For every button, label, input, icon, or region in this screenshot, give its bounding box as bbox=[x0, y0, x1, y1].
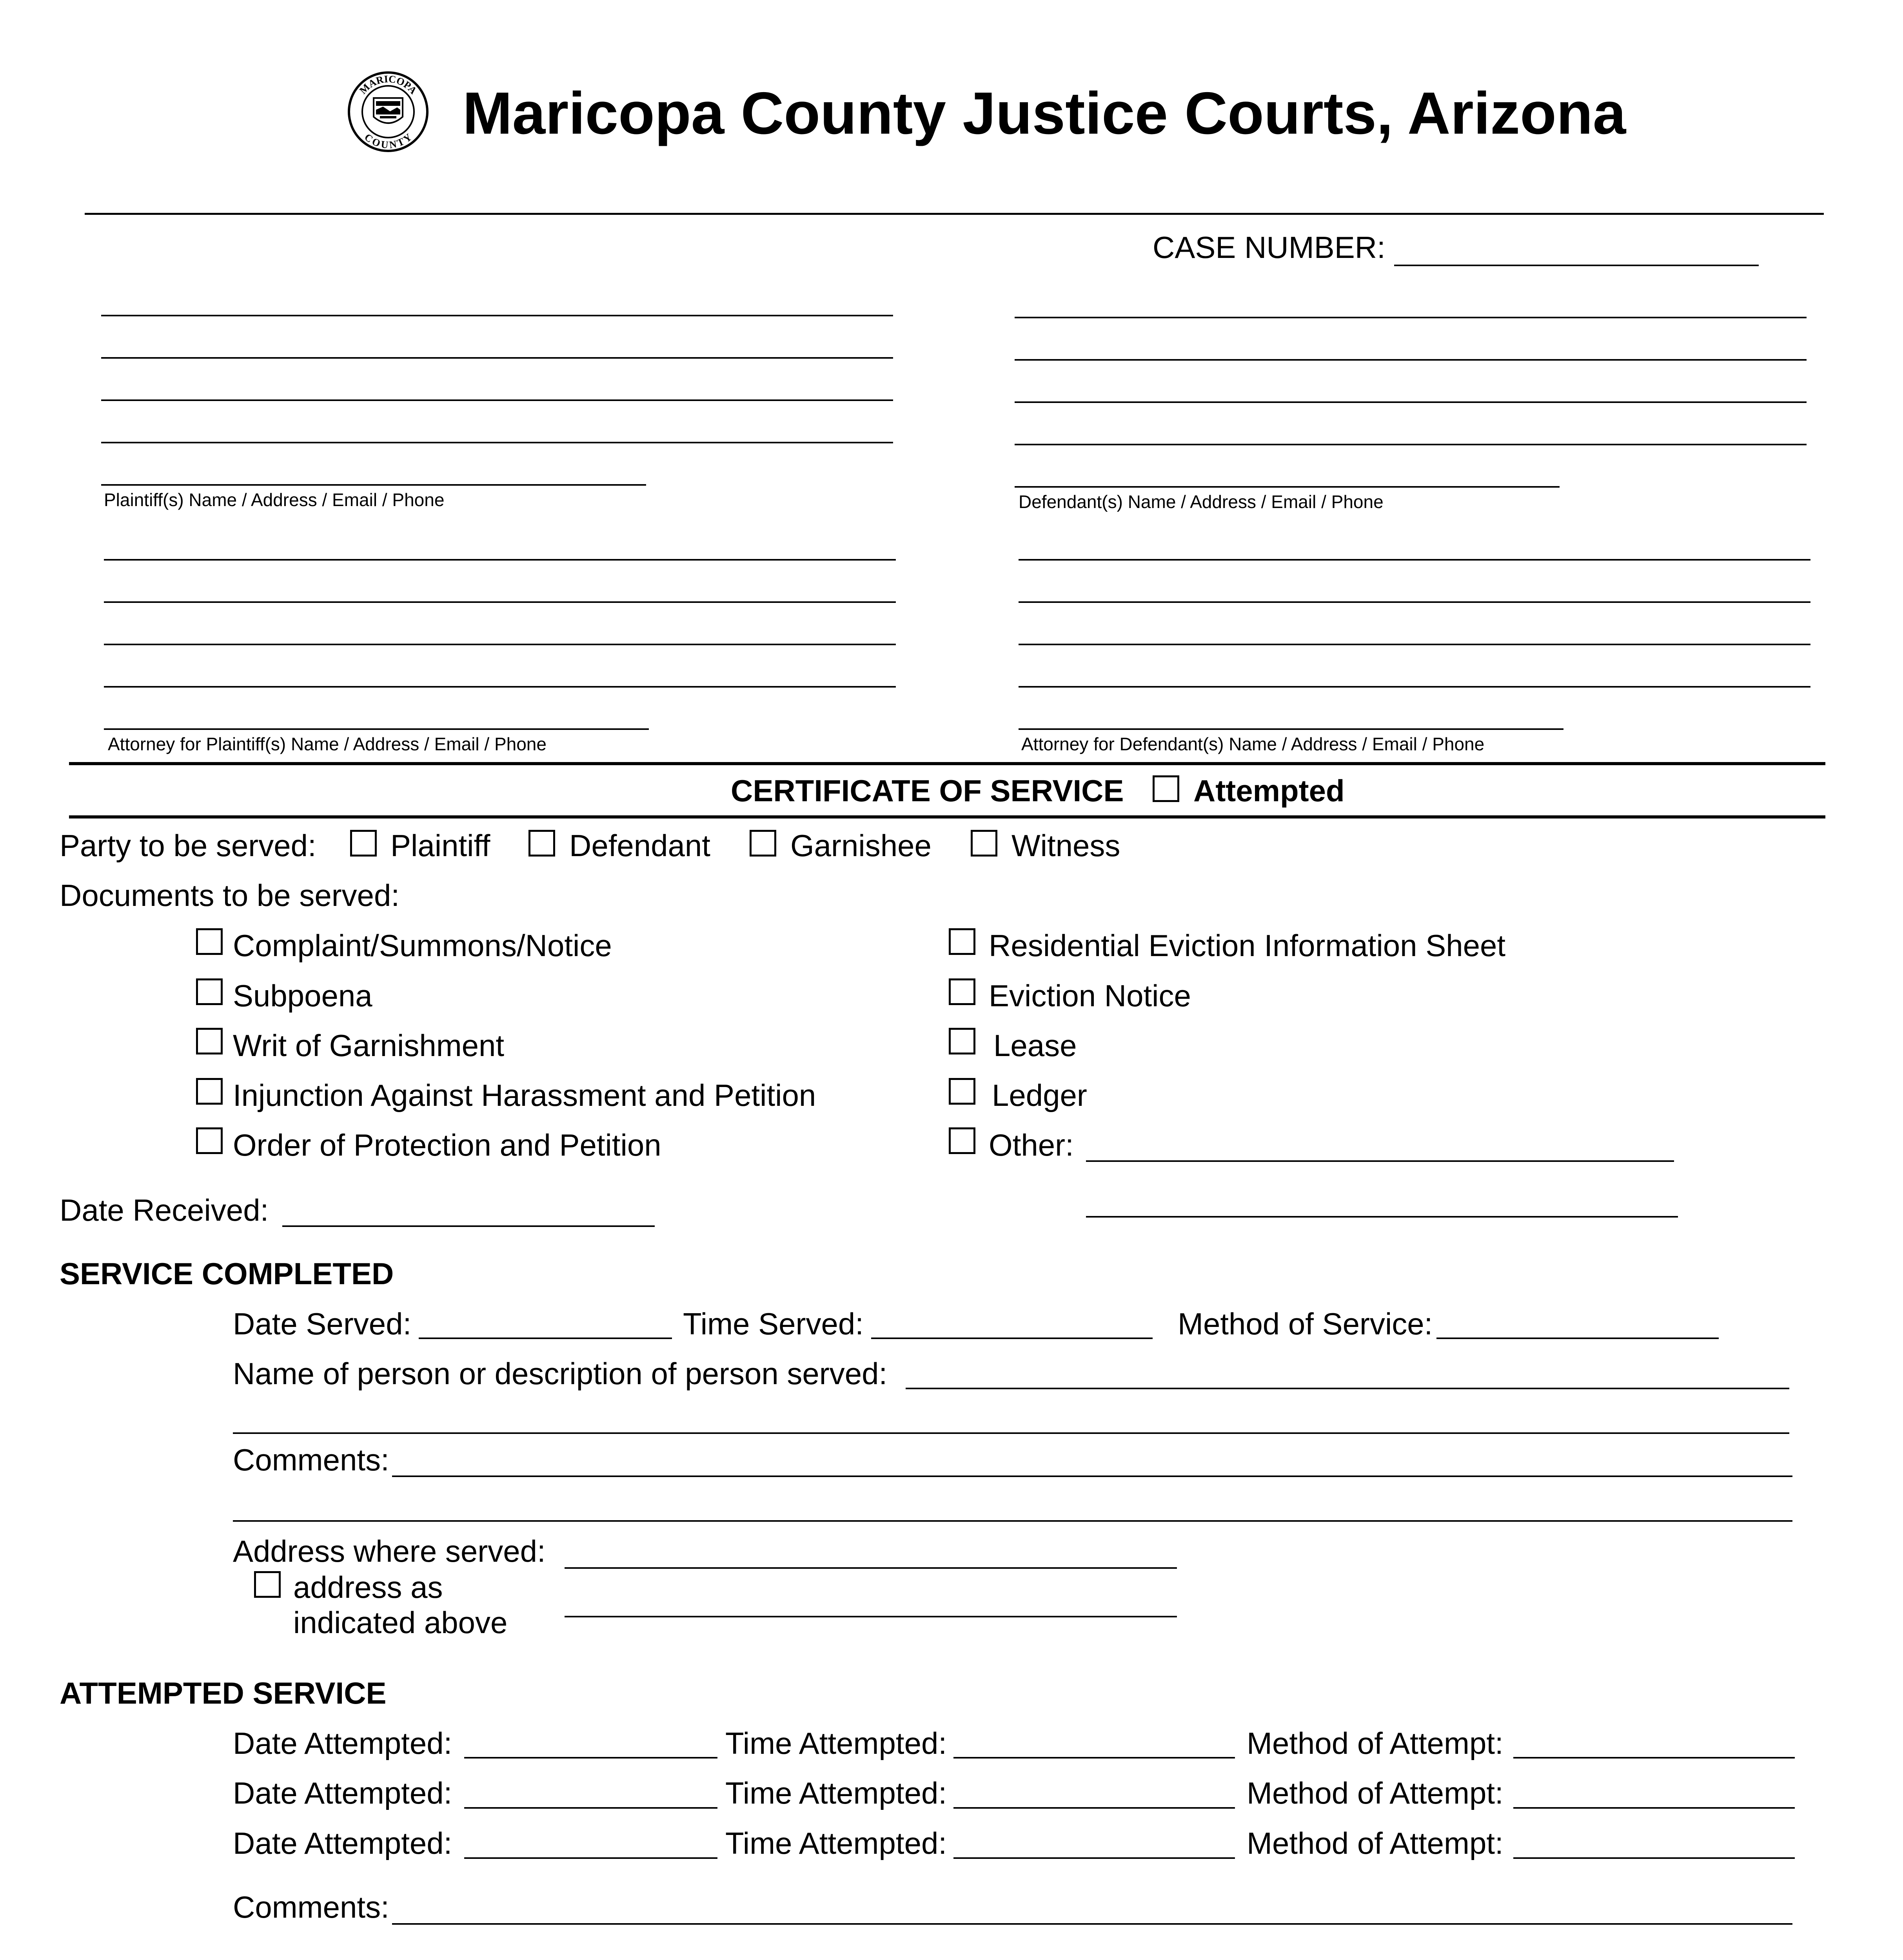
defendant-line-3[interactable] bbox=[1015, 401, 1807, 403]
case-number-field[interactable] bbox=[1394, 265, 1759, 266]
writ-option: Writ of Garnishment bbox=[233, 1028, 505, 1063]
subpoena-option: Subpoena bbox=[233, 978, 372, 1013]
time-attempted-field-3[interactable] bbox=[953, 1857, 1235, 1859]
date-attempted-field-3[interactable] bbox=[464, 1857, 717, 1859]
attorney-plaintiff-caption: Attorney for Plaintiff(s) Name / Address / Email / Phone bbox=[108, 734, 547, 754]
served-address-as-label-1: address as bbox=[293, 1570, 443, 1604]
other-field-line-2[interactable] bbox=[1086, 1216, 1678, 1218]
atty-plaintiff-line-4[interactable] bbox=[104, 686, 896, 688]
page-title: Maricopa County Justice Courts, Arizona bbox=[463, 80, 1626, 147]
attempted-checkbox[interactable] bbox=[1153, 775, 1179, 802]
header-divider bbox=[85, 213, 1824, 215]
date-served-field[interactable] bbox=[419, 1338, 672, 1339]
service-comments-field-1[interactable] bbox=[392, 1475, 1792, 1477]
atty-plaintiff-line-1[interactable] bbox=[104, 559, 896, 561]
date-attempted-field-1[interactable] bbox=[464, 1757, 717, 1759]
subpoena-checkbox[interactable] bbox=[196, 978, 223, 1005]
plaintiff-line-5[interactable] bbox=[101, 484, 646, 486]
address-served-label: Address where served: bbox=[233, 1534, 546, 1568]
atty-plaintiff-line-2[interactable] bbox=[104, 601, 896, 603]
plaintiff-line-4[interactable] bbox=[101, 442, 893, 443]
date-served-label: Date Served: bbox=[233, 1307, 412, 1341]
time-attempted-label-3: Time Attempted: bbox=[725, 1826, 947, 1860]
injunction-checkbox[interactable] bbox=[196, 1078, 223, 1105]
attempt-comments-field-1[interactable] bbox=[392, 1923, 1792, 1925]
svg-text:MARICOPA bbox=[357, 73, 419, 96]
date-attempted-label-2: Date Attempted: bbox=[233, 1776, 452, 1810]
svg-text:COUNTY bbox=[362, 131, 414, 151]
attempted-service-heading: ATTEMPTED SERVICE bbox=[60, 1676, 387, 1710]
county-seal-logo bbox=[347, 71, 429, 153]
method-service-label: Method of Service: bbox=[1178, 1307, 1433, 1341]
plaintiff-checkbox[interactable] bbox=[350, 830, 377, 857]
other-option: Other: bbox=[989, 1128, 1074, 1162]
atty-defendant-line-3[interactable] bbox=[1019, 644, 1810, 645]
defendant-option: Defendant bbox=[569, 828, 710, 863]
certificate-top-rule bbox=[69, 762, 1825, 765]
service-comments-label: Comments: bbox=[233, 1443, 389, 1477]
eviction-notice-option: Eviction Notice bbox=[989, 978, 1191, 1013]
method-service-field[interactable] bbox=[1436, 1338, 1719, 1339]
other-field-line-1[interactable] bbox=[1086, 1160, 1674, 1162]
method-attempt-label-1: Method of Attempt: bbox=[1247, 1726, 1504, 1760]
person-served-field-1[interactable] bbox=[906, 1388, 1789, 1389]
time-attempted-field-2[interactable] bbox=[953, 1807, 1235, 1809]
date-attempted-label-3: Date Attempted: bbox=[233, 1826, 452, 1860]
plaintiff-line-3[interactable] bbox=[101, 399, 893, 401]
atty-defendant-line-1[interactable] bbox=[1019, 559, 1810, 561]
writ-checkbox[interactable] bbox=[196, 1028, 223, 1054]
plaintiff-caption: Plaintiff(s) Name / Address / Email / Phone bbox=[104, 490, 445, 510]
documents-label: Documents to be served: bbox=[60, 878, 400, 913]
plaintiff-line-2[interactable] bbox=[101, 357, 893, 359]
defendant-caption: Defendant(s) Name / Address / Email / Phone bbox=[1019, 492, 1384, 512]
ledger-option: Ledger bbox=[992, 1078, 1087, 1112]
atty-defendant-line-4[interactable] bbox=[1019, 686, 1810, 688]
time-served-label: Time Served: bbox=[683, 1307, 864, 1341]
attempt-comments-label: Comments: bbox=[233, 1890, 389, 1924]
ledger-checkbox[interactable] bbox=[949, 1078, 975, 1105]
atty-defendant-line-5[interactable] bbox=[1019, 728, 1563, 730]
defendant-line-1[interactable] bbox=[1015, 317, 1807, 318]
case-number-label: CASE NUMBER: bbox=[1153, 230, 1385, 265]
address-served-field-2[interactable] bbox=[565, 1616, 1177, 1617]
person-served-label: Name of person or description of person served: bbox=[233, 1356, 888, 1391]
lease-checkbox[interactable] bbox=[949, 1028, 975, 1054]
defendant-checkbox[interactable] bbox=[528, 830, 555, 857]
served-address-as-above-checkbox[interactable] bbox=[254, 1571, 281, 1598]
complaint-option: Complaint/Summons/Notice bbox=[233, 928, 612, 963]
method-attempt-field-3[interactable] bbox=[1513, 1857, 1795, 1859]
order-protection-checkbox[interactable] bbox=[196, 1127, 223, 1154]
time-attempted-label-1: Time Attempted: bbox=[725, 1726, 947, 1760]
address-served-field-1[interactable] bbox=[565, 1567, 1177, 1569]
eviction-info-checkbox[interactable] bbox=[949, 928, 975, 955]
order-protection-option: Order of Protection and Petition bbox=[233, 1128, 661, 1162]
plaintiff-option: Plaintiff bbox=[390, 828, 490, 863]
atty-defendant-line-2[interactable] bbox=[1019, 601, 1810, 603]
eviction-info-option: Residential Eviction Information Sheet bbox=[989, 928, 1506, 963]
service-comments-field-2[interactable] bbox=[233, 1520, 1792, 1522]
complaint-checkbox[interactable] bbox=[196, 928, 223, 955]
person-served-field-2[interactable] bbox=[233, 1432, 1789, 1434]
lease-option: Lease bbox=[993, 1028, 1077, 1063]
eviction-notice-checkbox[interactable] bbox=[949, 978, 975, 1005]
witness-checkbox[interactable] bbox=[971, 830, 997, 857]
defendant-line-5[interactable] bbox=[1015, 486, 1560, 488]
atty-plaintiff-line-3[interactable] bbox=[104, 644, 896, 645]
method-attempt-field-2[interactable] bbox=[1513, 1807, 1795, 1809]
method-attempt-field-1[interactable] bbox=[1513, 1757, 1795, 1759]
atty-plaintiff-line-5[interactable] bbox=[104, 728, 649, 730]
certificate-heading: CERTIFICATE OF SERVICE bbox=[731, 773, 1124, 808]
attempted-label: Attempted bbox=[1193, 773, 1345, 808]
service-completed-heading: SERVICE COMPLETED bbox=[60, 1256, 394, 1291]
defendant-line-2[interactable] bbox=[1015, 359, 1807, 361]
date-attempted-field-2[interactable] bbox=[464, 1807, 717, 1809]
served-address-as-label-2: indicated above bbox=[293, 1605, 508, 1640]
garnishee-option: Garnishee bbox=[790, 828, 932, 863]
method-attempt-label-3: Method of Attempt: bbox=[1247, 1826, 1504, 1860]
time-served-field[interactable] bbox=[871, 1338, 1153, 1339]
party-to-serve-label: Party to be served: bbox=[60, 828, 316, 863]
date-received-field[interactable] bbox=[282, 1225, 655, 1227]
witness-option: Witness bbox=[1011, 828, 1120, 863]
date-attempted-label-1: Date Attempted: bbox=[233, 1726, 452, 1760]
seal-text-top: MARICOPA bbox=[357, 73, 419, 96]
garnishee-checkbox[interactable] bbox=[750, 830, 776, 857]
injunction-option: Injunction Against Harassment and Petition bbox=[233, 1078, 816, 1112]
time-attempted-label-2: Time Attempted: bbox=[725, 1776, 947, 1810]
defendant-line-4[interactable] bbox=[1015, 444, 1807, 445]
seal-text-bottom: COUNTY bbox=[362, 131, 414, 151]
attorney-defendant-caption: Attorney for Defendant(s) Name / Address / Email / Phone bbox=[1021, 734, 1485, 754]
method-attempt-label-2: Method of Attempt: bbox=[1247, 1776, 1504, 1810]
plaintiff-line-1[interactable] bbox=[101, 315, 893, 316]
certificate-bottom-rule bbox=[69, 815, 1825, 818]
time-attempted-field-1[interactable] bbox=[953, 1757, 1235, 1759]
date-received-label: Date Received: bbox=[60, 1193, 269, 1227]
other-checkbox[interactable] bbox=[949, 1127, 975, 1154]
